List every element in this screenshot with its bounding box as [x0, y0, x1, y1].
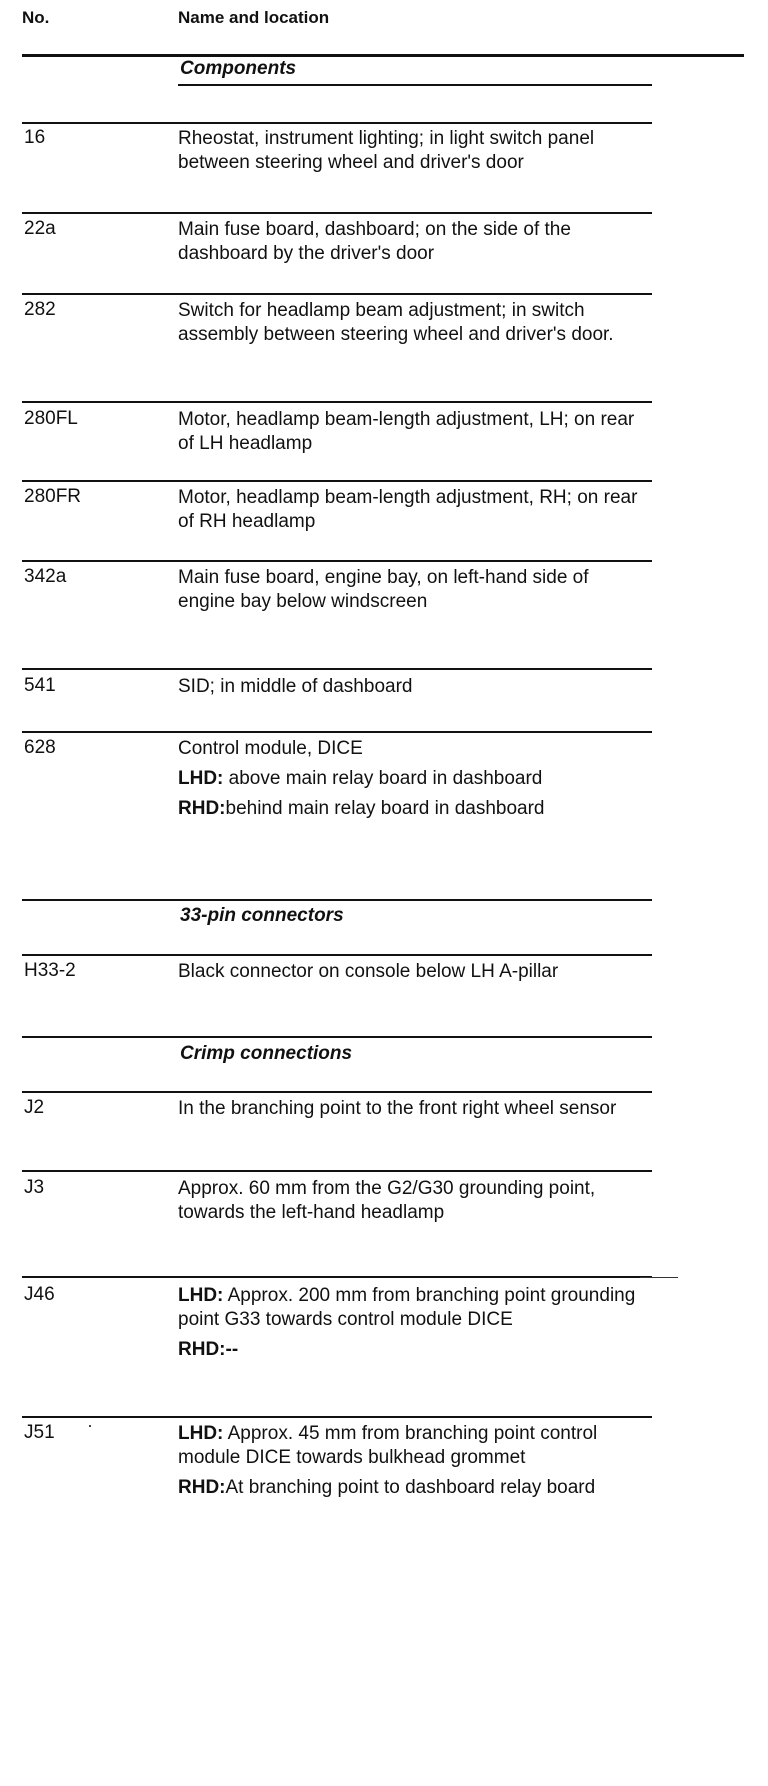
row-number: J51 — [24, 1422, 55, 1443]
section-crimp: Crimp connections — [180, 1043, 353, 1064]
row-number: 628 — [24, 737, 56, 758]
row-rule — [22, 401, 652, 403]
row-rule — [22, 560, 652, 562]
lhd-note — [178, 767, 648, 791]
stray-mark — [640, 1277, 678, 1278]
section-rule — [178, 84, 652, 86]
section-33pin: 33-pin connectors — [180, 905, 344, 926]
row-rule — [22, 293, 652, 295]
rhd-label: RHD: — [178, 798, 226, 819]
lhd-note — [178, 1422, 648, 1470]
row-number: 22a — [24, 218, 56, 239]
section-top-rule — [22, 1036, 652, 1038]
row-description: Switch for headlamp beam adjustment; in switch assembly between steering wheel and driver's door. — [178, 300, 614, 345]
row-rule — [22, 731, 652, 733]
header-rule — [22, 54, 744, 57]
row-description — [178, 737, 648, 821]
rhd-text: At branching point to dashboard relay board — [225, 1477, 596, 1498]
rhd-note — [178, 797, 648, 821]
lhd-text: Approx. 200 mm from branching point grounding point G33 towards control module DICE — [178, 1285, 636, 1330]
row-number: J46 — [24, 1284, 55, 1305]
section-top-rule — [22, 899, 652, 901]
row-number: 282 — [24, 299, 56, 320]
row-number: 342a — [24, 566, 67, 587]
row-rule — [22, 480, 652, 482]
row-rule — [22, 1276, 652, 1278]
row-number: J2 — [24, 1097, 45, 1118]
row-description: Approx. 60 mm from the G2/G30 grounding point, towards the left-hand headlamp — [178, 1178, 596, 1223]
row-description-text: Control module, DICE — [178, 738, 363, 759]
section-components: Components — [180, 58, 297, 79]
row-rule — [22, 954, 652, 956]
lhd-note — [178, 1284, 648, 1332]
row-description: Main fuse board, engine bay, on left-hand side of engine bay below windscreen — [178, 567, 589, 612]
row-description — [178, 1284, 648, 1362]
row-number: 280FL — [24, 408, 78, 429]
lhd-text: above main relay board in dashboard — [228, 768, 543, 789]
row-description: SID; in middle of dashboard — [178, 676, 413, 697]
row-description: Motor, headlamp beam-length adjustment, LH; on rear of LH headlamp — [178, 409, 635, 454]
row-rule — [22, 1091, 652, 1093]
rhd-note — [178, 1338, 648, 1362]
row-description: Black connector on console below LH A-pillar — [178, 961, 559, 982]
row-description: In the branching point to the front right wheel sensor — [178, 1098, 617, 1119]
row-description: Main fuse board, dashboard; on the side of the dashboard by the driver's door — [178, 219, 571, 264]
row-description — [178, 1422, 648, 1500]
rhd-note — [178, 1476, 648, 1500]
row-rule — [22, 668, 652, 670]
stray-mark — [89, 1425, 91, 1427]
rhd-text: behind main relay board in dashboard — [225, 798, 545, 819]
row-number: H33-2 — [24, 960, 76, 981]
lhd-label: LHD: — [178, 768, 224, 789]
lhd-text: Approx. 45 mm from branching point control module DICE towards bulkhead grommet — [178, 1423, 598, 1468]
row-description: Rheostat, instrument lighting; in light switch panel between steering wheel and driver's door — [178, 128, 595, 173]
row-number: J3 — [24, 1177, 45, 1198]
row-rule — [22, 1170, 652, 1172]
lhd-label: LHD: — [178, 1423, 224, 1444]
rhd-text: -- — [225, 1339, 239, 1360]
column-header-name: Name and location — [178, 8, 330, 27]
row-number: 280FR — [24, 486, 82, 507]
row-number: 16 — [24, 127, 46, 148]
row-rule — [22, 212, 652, 214]
row-rule — [22, 122, 652, 124]
column-header-no: No. — [22, 8, 50, 27]
lhd-label: LHD: — [178, 1285, 224, 1306]
row-description: Motor, headlamp beam-length adjustment, RH; on rear of RH headlamp — [178, 487, 638, 532]
row-rule — [22, 1416, 652, 1418]
row-number: 541 — [24, 675, 56, 696]
rhd-label: RHD: — [178, 1477, 226, 1498]
rhd-label: RHD: — [178, 1339, 226, 1360]
